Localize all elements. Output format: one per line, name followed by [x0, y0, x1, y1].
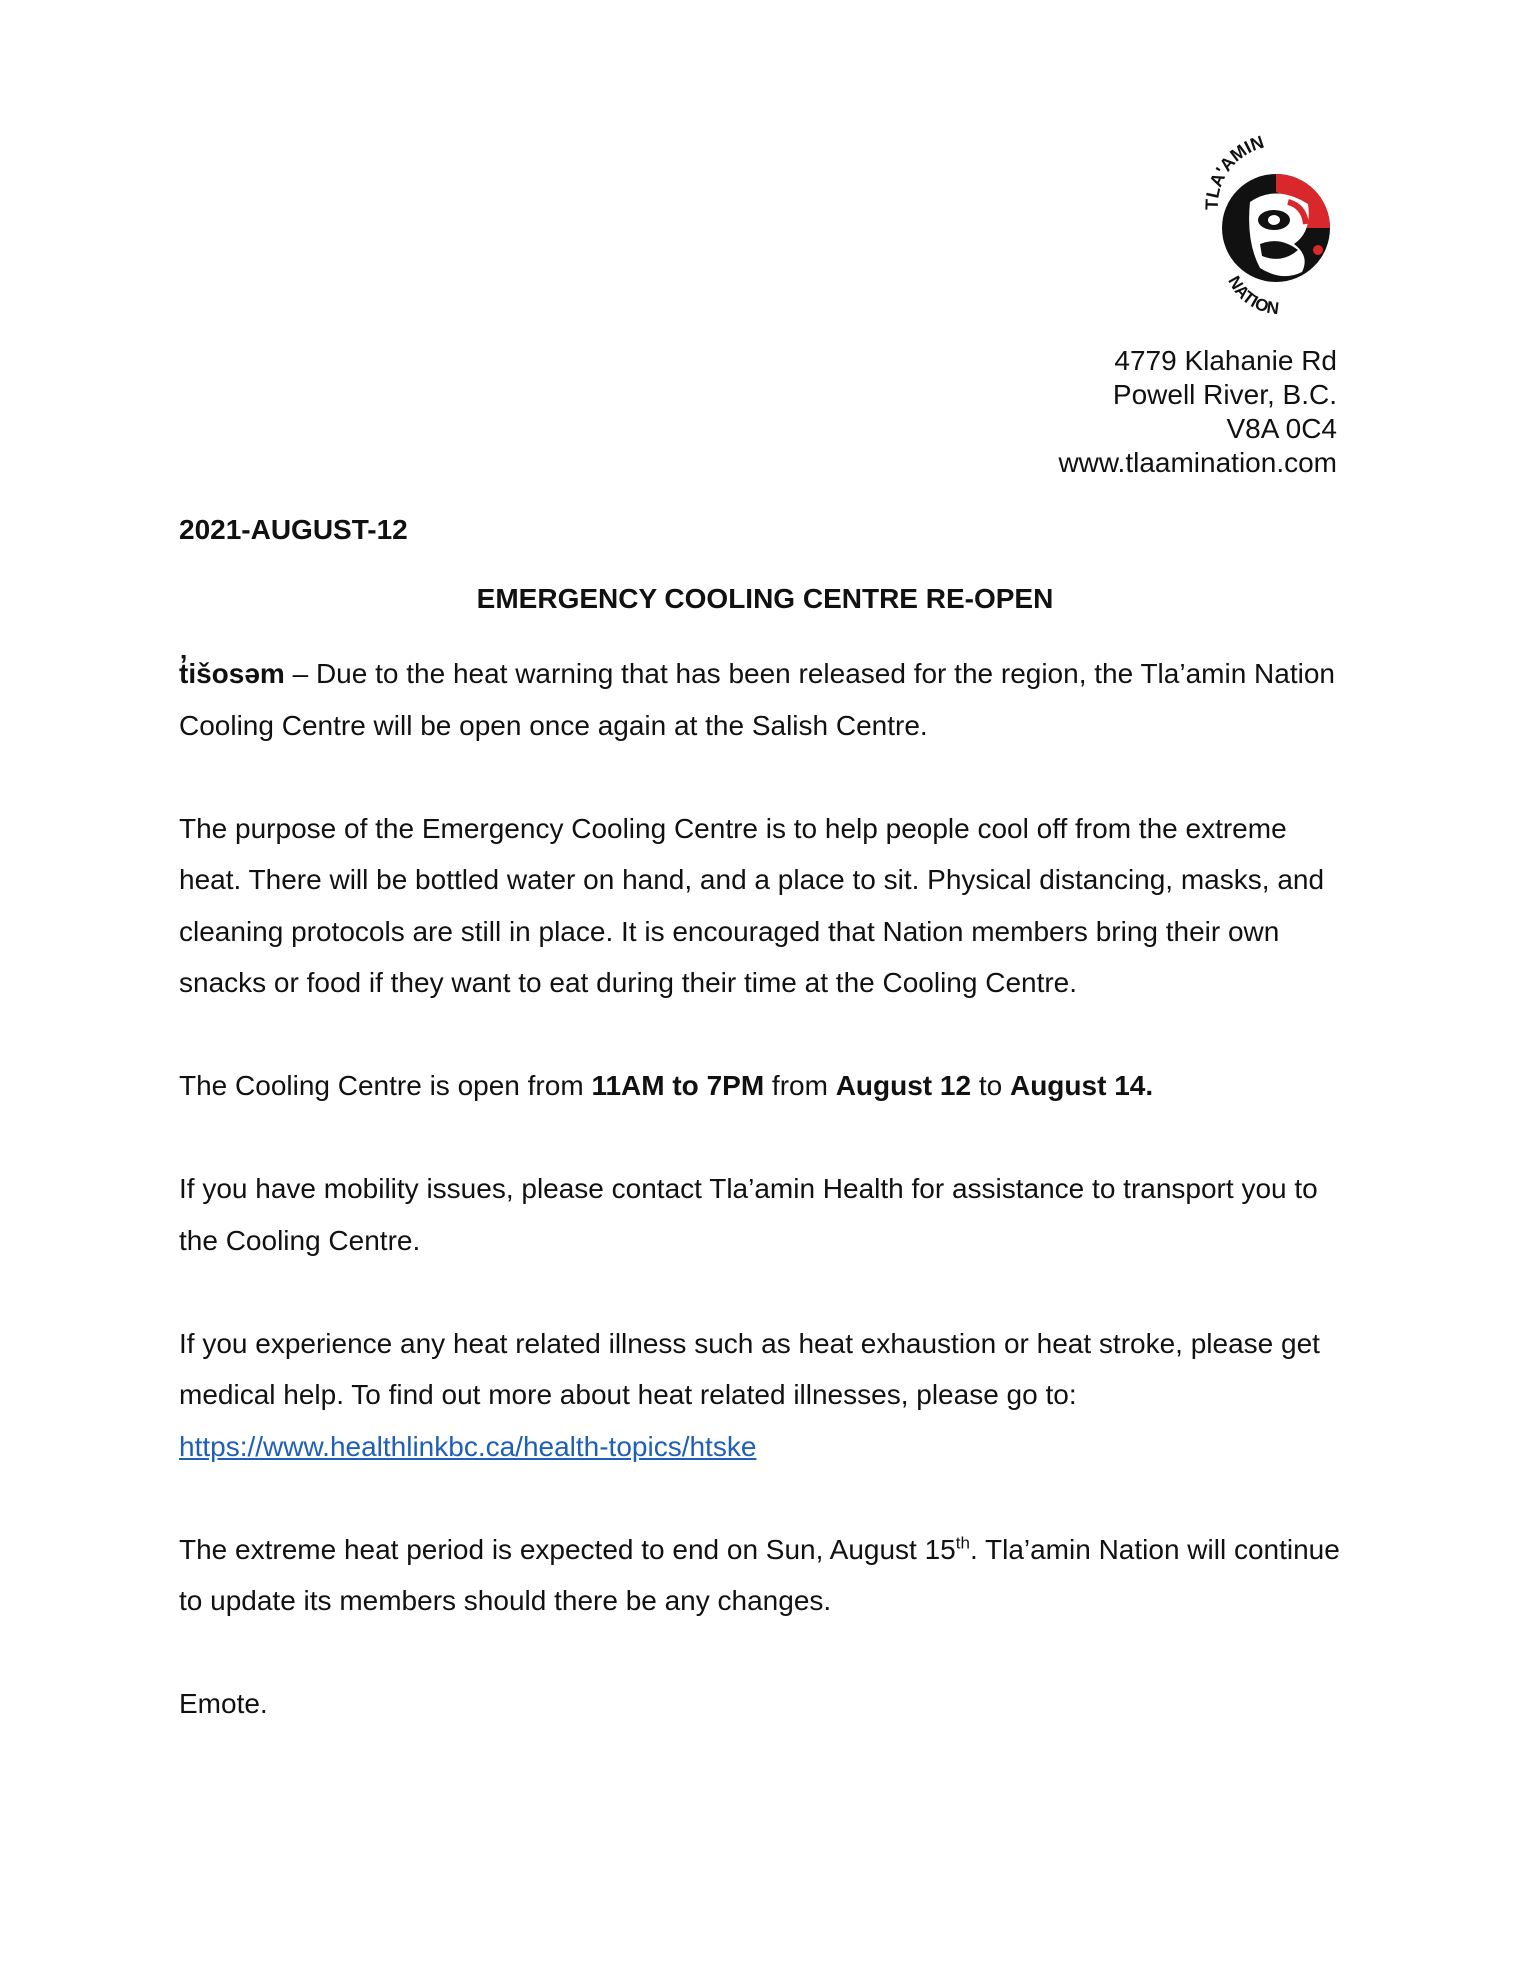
- hours-start-date: August 12: [835, 1070, 972, 1101]
- hours-text-b: from: [764, 1070, 836, 1101]
- hours-time: 11AM to 7PM: [591, 1070, 765, 1101]
- paragraph-mobility: If you have mobility issues, please contact Tla’amin Health for assistance to transport you to the Cooling Centre.: [179, 1173, 1318, 1256]
- greeting-word: t̓išosəm: [179, 658, 285, 689]
- period-text-a: The extreme heat period is expected to end on Sun, August 15: [179, 1533, 956, 1565]
- logo-bottom-text: NATION: [1224, 272, 1281, 319]
- address-block: [1058, 344, 1337, 480]
- ordinal-suffix: th: [955, 1533, 970, 1553]
- paragraph-purpose: The purpose of the Emergency Cooling Centre is to help people cool off from the extreme heat. There will be bottled water on hand, and a place to sit. Physical distancing, masks, and cleaning protocols are still in place. It is encouraged that Nation members bring their own snacks or food if they want to eat during their time at the Cooling Centre.: [179, 812, 1325, 998]
- address-website: www.tlaamination.com: [1058, 447, 1337, 478]
- paragraph-hours: [179, 1060, 1349, 1112]
- paragraph-intro: [179, 648, 1349, 751]
- logo-top-text: TLA'AMIN: [1201, 132, 1267, 211]
- hours-text-a: The Cooling Centre is open from: [179, 1070, 592, 1101]
- hours-text-c: to: [971, 1070, 1010, 1101]
- paragraph-illness: [179, 1318, 1349, 1473]
- document-date: 2021-AUGUST-12: [179, 514, 408, 545]
- intro-text: – Due to the heat warning that has been released for the region, the Tla’amin Nation Cooling Centre will be open once again at the Salish Centre.: [179, 658, 1335, 741]
- document-body: [179, 648, 1349, 1730]
- address-postal-code: V8A 0C4: [1226, 413, 1337, 444]
- tlaamin-nation-logo: [1190, 132, 1360, 320]
- illness-text: If you experience any heat related illness such as heat exhaustion or heat stroke, please get medical help. To find out more about heat related illnesses, please go to:: [179, 1327, 1320, 1410]
- period-text-b: . Tla’amin Nation will continue to update its members should there be any changes.: [179, 1533, 1340, 1616]
- address-street: 4779 Klahanie Rd: [1114, 345, 1337, 376]
- document-title: EMERGENCY COOLING CENTRE RE-OPEN: [476, 583, 1054, 614]
- paragraph-period-end: [179, 1524, 1349, 1627]
- healthlink-url-link[interactable]: https://www.healthlinkbc.ca/health-topics/htske: [179, 1430, 757, 1462]
- hours-end-date: August 14.: [1009, 1070, 1154, 1101]
- closing-word: Emote.: [179, 1688, 268, 1719]
- address-city: Powell River, B.C.: [1112, 379, 1337, 410]
